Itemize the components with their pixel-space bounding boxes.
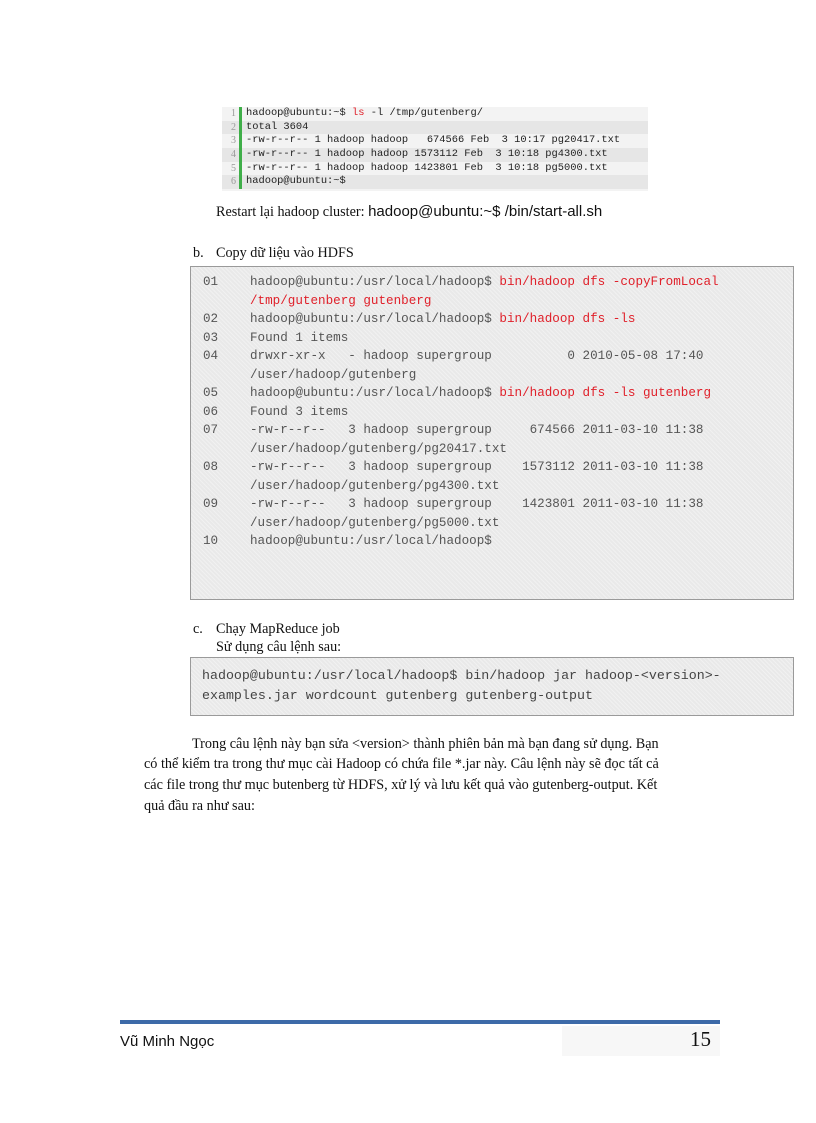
code-line xyxy=(250,273,719,292)
code-line xyxy=(250,421,703,440)
code-line xyxy=(250,458,703,477)
restart-instruction xyxy=(216,202,602,222)
terminal-line-text xyxy=(246,107,483,121)
terminal-snippet xyxy=(222,107,648,191)
code-line-number: 03 xyxy=(203,330,219,345)
code-line xyxy=(250,477,499,496)
code-text: hadoop@ubuntu:/usr/local/hadoop$ xyxy=(250,386,500,400)
terminal-prompt: hadoop@ubuntu:~$ xyxy=(246,107,353,119)
terminal-line-number: 3 xyxy=(231,135,236,147)
footer-author: Vũ Minh Ngọc xyxy=(120,1033,215,1050)
code-text: /user/hadoop/gutenberg xyxy=(250,367,417,382)
terminal-line-number: 2 xyxy=(231,121,236,133)
code-text: -rw-r--r-- 3 hadoop supergroup 1423801 2011-03-10 11:38 xyxy=(250,497,704,511)
code-text: /user/hadoop/gutenberg/pg20417.txt xyxy=(250,441,507,456)
code-line xyxy=(250,532,492,551)
code-text: hadoop@ubuntu:/usr/local/hadoop$ xyxy=(250,534,492,548)
terminal-line xyxy=(222,162,648,176)
terminal-gutter-bar xyxy=(239,134,242,148)
paragraph-line-3: các file trong thư mục butenberg từ HDFS, xử lý và lưu kết quả vào gutenberg-output. Kết xyxy=(144,777,658,793)
code-line-number: 01 xyxy=(203,275,219,289)
terminal-line-text: -rw-r--r-- 1 hadoop hadoop 674566 Feb 3 10:17 pg20417.txt xyxy=(246,134,621,147)
code-text: /user/hadoop/gutenberg/pg5000.txt xyxy=(250,515,500,530)
hdfs-code-block xyxy=(190,266,794,600)
code-line xyxy=(250,310,635,329)
terminal-line-text: -rw-r--r-- 1 hadoop hadoop 1423801 Feb 3 10:18 pg5000.txt xyxy=(246,161,608,174)
code-line xyxy=(250,495,703,514)
code-text: -rw-r--r-- 3 hadoop supergroup 1573112 2011-03-10 11:38 xyxy=(250,460,704,474)
code-line xyxy=(250,347,703,366)
code-line-number: 04 xyxy=(203,349,219,363)
section-c-subtitle: Sử dụng câu lệnh sau: xyxy=(216,639,342,655)
terminal-line-number: 1 xyxy=(231,108,236,119)
code-line xyxy=(250,514,499,533)
terminal-gutter-bar xyxy=(239,148,242,162)
terminal-line xyxy=(222,148,648,162)
code-line xyxy=(250,329,348,348)
terminal-line-text: hadoop@ubuntu:~$ xyxy=(246,175,346,188)
code-line-number: 10 xyxy=(203,534,219,548)
code-command: bin/hadoop dfs -copyFromLocal xyxy=(499,275,719,289)
terminal-gutter-bar xyxy=(239,107,242,121)
terminal-line-text: -rw-r--r-- 1 hadoop hadoop 1573112 Feb 3 10:18 pg4300.txt xyxy=(246,148,608,161)
footer-rule xyxy=(120,1020,720,1024)
code-text: hadoop@ubuntu:/usr/local/hadoop$ xyxy=(250,275,500,289)
mapreduce-command-line-1: hadoop@ubuntu:/usr/local/hadoop$ bin/hadoop jar hadoop-<version>- xyxy=(202,668,721,683)
section-c-title: Chạy MapReduce job xyxy=(216,621,340,637)
code-text: /user/hadoop/gutenberg/pg4300.txt xyxy=(250,478,500,493)
terminal-gutter-bar xyxy=(239,175,242,189)
section-b-marker: b. xyxy=(193,245,204,261)
code-line xyxy=(250,384,711,403)
terminal-gutter-bar xyxy=(239,162,242,176)
code-line xyxy=(250,292,431,311)
mapreduce-command-block xyxy=(190,657,794,716)
code-text: drwxr-xr-x - hadoop supergroup 0 2010-05-08 17:40 xyxy=(250,349,704,363)
paragraph-line-1: Trong câu lệnh này bạn sửa <version> thành phiên bản mà bạn đang sử dụng. Bạn xyxy=(192,736,659,752)
terminal-line-number: 4 xyxy=(231,149,236,161)
restart-command: hadoop@ubuntu:~$ /bin/start-all.sh xyxy=(368,203,603,220)
code-line-number: 07 xyxy=(203,423,219,437)
mapreduce-command-line-2: examples.jar wordcount gutenberg gutenberg-output xyxy=(202,688,593,703)
code-line xyxy=(250,440,507,459)
paragraph-line-4: quả đầu ra như sau: xyxy=(144,798,255,814)
section-b-title: Copy dữ liệu vào HDFS xyxy=(216,245,354,261)
code-line-number: 09 xyxy=(203,497,219,511)
code-line-number: 02 xyxy=(203,312,219,326)
page-number: 15 xyxy=(690,1027,711,1051)
terminal-line xyxy=(222,175,648,189)
terminal-line-text: total 3604 xyxy=(246,120,309,133)
code-line xyxy=(250,403,348,422)
code-command: /tmp/gutenberg gutenberg xyxy=(250,293,432,308)
terminal-args: -l /tmp/gutenberg/ xyxy=(364,107,483,119)
paragraph-line-2: có thể kiểm tra trong thư mục cài Hadoop có chứa file *.jar này. Câu lệnh này sẽ đọc tất cả xyxy=(144,756,659,772)
terminal-gutter-bar xyxy=(239,121,242,135)
code-text: -rw-r--r-- 3 hadoop supergroup 674566 2011-03-10 11:38 xyxy=(250,423,704,437)
code-line-number: 06 xyxy=(203,404,219,419)
code-line xyxy=(250,366,416,385)
code-text: hadoop@ubuntu:/usr/local/hadoop$ xyxy=(250,312,500,326)
restart-label: Restart lại hadoop cluster: xyxy=(216,204,369,220)
section-c-marker: c. xyxy=(193,621,203,637)
code-text: Found 3 items xyxy=(250,404,349,419)
terminal-line xyxy=(222,134,648,148)
code-command: bin/hadoop dfs -ls xyxy=(499,312,636,326)
code-line-number: 08 xyxy=(203,460,219,474)
terminal-command: ls xyxy=(352,107,365,119)
code-text: Found 1 items xyxy=(250,330,349,345)
terminal-line xyxy=(222,107,648,121)
code-command: bin/hadoop dfs -ls gutenberg xyxy=(499,386,712,400)
terminal-line-number: 5 xyxy=(231,162,236,174)
terminal-line xyxy=(222,121,648,135)
terminal-line-number: 6 xyxy=(231,176,236,188)
code-line-number: 05 xyxy=(203,386,219,400)
